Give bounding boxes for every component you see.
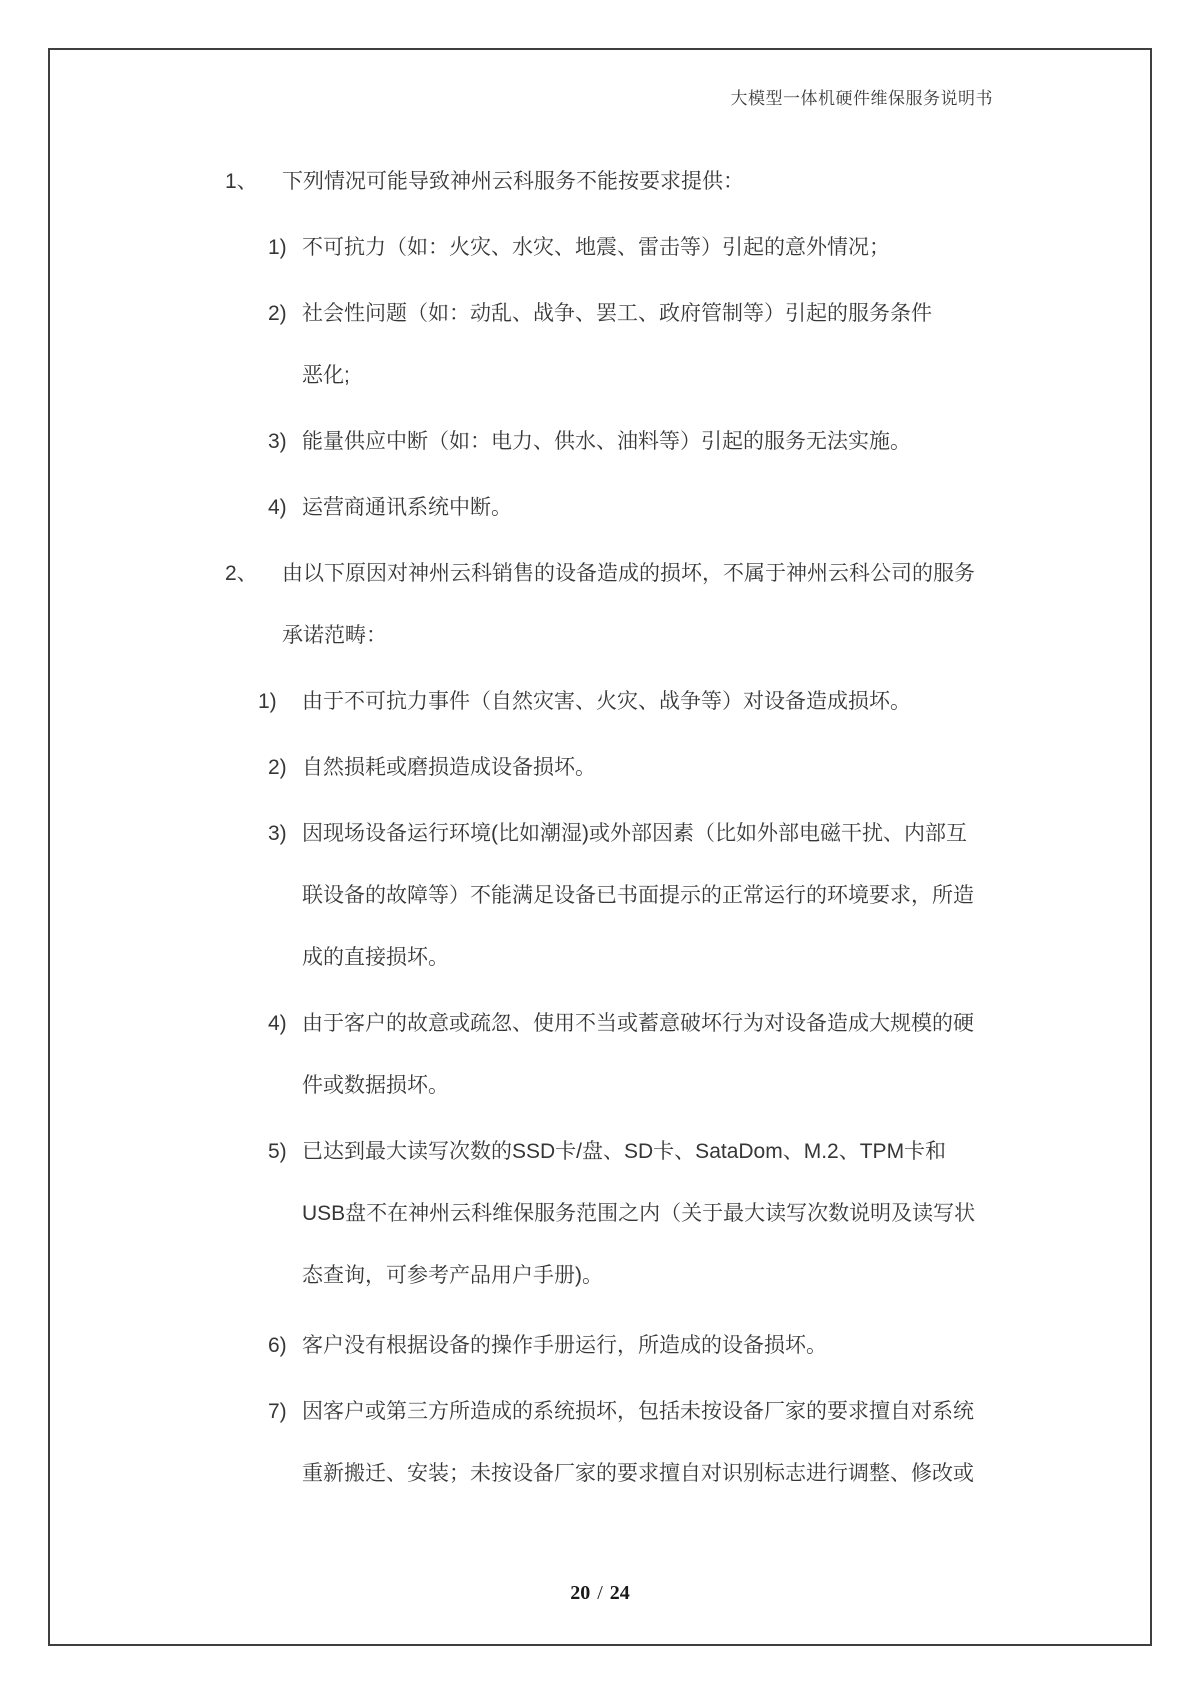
text-line: 因客户或第三方所造成的系统损坏，包括未按设备厂家的要求擅自对系统 — [302, 1400, 974, 1423]
current-page-number: 20 — [570, 1582, 591, 1604]
list-marker: 1) — [268, 236, 287, 259]
text-line: 已达到最大读写次数的SSD卡/盘、SD卡、SataDom、M.2、TPM卡和 — [302, 1140, 947, 1163]
text-line: USB盘不在神州云科维保服务范围之内（关于最大读写次数说明及读写状 — [302, 1202, 976, 1225]
list-item — [0, 543, 1200, 667]
list-marker: 1、 — [225, 170, 258, 193]
text-line: 不可抗力（如：火灾、水灾、地震、雷击等）引起的意外情况； — [302, 236, 890, 259]
list-marker: 1) — [258, 690, 277, 713]
list-item — [0, 671, 1200, 733]
list-marker: 6) — [268, 1334, 287, 1357]
list-item — [0, 283, 1200, 407]
text-line: 客户没有根据设备的操作手册运行，所造成的设备损坏。 — [302, 1334, 827, 1357]
page-footer — [0, 1582, 1200, 1605]
list-marker: 2) — [268, 756, 287, 779]
text-line: 联设备的故障等）不能满足设备已书面提示的正常运行的环境要求，所造 — [302, 884, 974, 907]
text-line: 件或数据损坏。 — [302, 1074, 449, 1097]
text-line: 由以下原因对神州云科销售的设备造成的损坏，不属于神州云科公司的服务 — [282, 562, 975, 585]
list-item — [0, 1381, 1200, 1505]
text-line: 态查询，可参考产品用户手册)。 — [302, 1264, 603, 1287]
list-item — [0, 217, 1200, 279]
list-item — [0, 993, 1200, 1117]
list-item — [0, 1315, 1200, 1377]
text-line: 自然损耗或磨损造成设备损坏。 — [302, 756, 596, 779]
list-item — [0, 151, 1200, 213]
list-marker: 3) — [268, 430, 287, 453]
page-number-separator: / — [597, 1582, 603, 1604]
list-marker: 7) — [268, 1400, 287, 1423]
list-item — [0, 803, 1200, 989]
text-line: 能量供应中断（如：电力、供水、油料等）引起的服务无法实施。 — [302, 430, 911, 453]
text-line: 下列情况可能导致神州云科服务不能按要求提供： — [282, 170, 744, 193]
list-item — [0, 411, 1200, 473]
page-header-title: 大模型一体机硬件维保服务说明书 — [730, 89, 993, 108]
text-line: 社会性问题（如：动乱、战争、罢工、政府管制等）引起的服务条件 — [302, 302, 932, 325]
list-marker: 4) — [268, 1012, 287, 1035]
text-line: 由于不可抗力事件（自然灾害、火灾、战争等）对设备造成损坏。 — [302, 690, 911, 713]
text-line: 重新搬迁、安装；未按设备厂家的要求擅自对识别标志进行调整、修改或 — [302, 1462, 974, 1485]
list-item — [0, 737, 1200, 799]
text-line: 运营商通讯系统中断。 — [302, 496, 512, 519]
document-body — [0, 151, 1200, 1509]
total-page-number: 24 — [609, 1582, 630, 1604]
text-line: 由于客户的故意或疏忽、使用不当或蓄意破坏行为对设备造成大规模的硬 — [302, 1012, 974, 1035]
list-item — [0, 1121, 1200, 1307]
list-marker: 4) — [268, 496, 287, 519]
list-item — [0, 477, 1200, 539]
text-line: 恶化; — [302, 364, 350, 387]
text-line: 承诺范畴： — [282, 624, 387, 647]
text-line: 因现场设备运行环境(比如潮湿)或外部因素（比如外部电磁干扰、内部互 — [302, 822, 967, 845]
list-marker: 5) — [268, 1140, 287, 1163]
list-marker: 3) — [268, 822, 287, 845]
text-line: 成的直接损坏。 — [302, 946, 449, 969]
list-marker: 2) — [268, 302, 287, 325]
list-marker: 2、 — [225, 562, 258, 585]
